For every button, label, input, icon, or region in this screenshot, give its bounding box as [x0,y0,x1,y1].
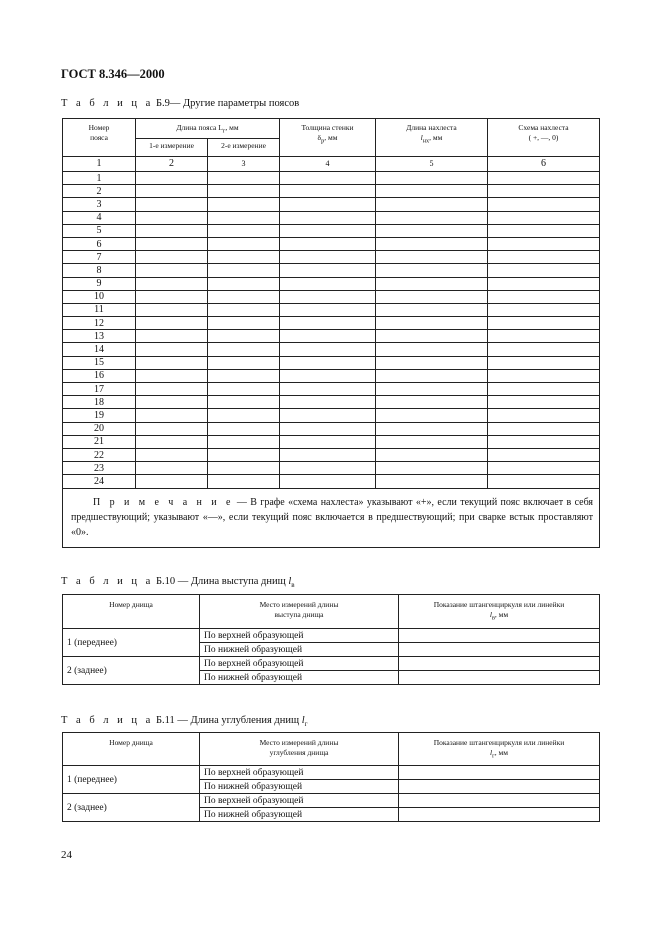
table9-cell [280,448,376,461]
table9-row-number: 14 [63,343,136,356]
table9-row [63,264,600,277]
table9-cell [280,396,376,409]
table9-cell [376,422,488,435]
table9-cell [488,435,600,448]
table9-cell [376,211,488,224]
table9-cell [136,211,208,224]
table9-cell [136,198,208,211]
table9-cell [136,185,208,198]
t11-col-header-reading-sub: г [492,752,495,760]
table9-cell [376,277,488,290]
table9-cell [136,251,208,264]
table9-cell [376,343,488,356]
table9-cell [376,237,488,250]
table9-cell [208,383,280,396]
table9-cell [208,211,280,224]
col-header-belt-number [63,119,136,157]
t11-row-rear-upper-value [399,794,600,808]
t11-row-front-lower-value [399,780,600,794]
table9-cell [280,422,376,435]
table9-row-number: 1 [63,172,136,185]
t11-row-front-upper-value [399,766,600,780]
table10-caption-symbol: l [288,576,292,587]
table9-row-number: 24 [63,475,136,488]
t11-row-rear-upper: По верхней образующей [200,794,399,808]
table9-cell [136,303,208,316]
col-header-wall-thickness [280,119,376,157]
table9-cell [280,330,376,343]
table9-cell [376,475,488,488]
table9-row-number: 2 [63,185,136,198]
col-number-6: 6 [488,157,600,172]
table9-cell [280,409,376,422]
t11-row-rear-lower-value [399,808,600,822]
table-b10 [62,594,600,685]
table11-caption-sub: г [304,720,308,729]
table9-cell [488,396,600,409]
table9-row-number: 16 [63,369,136,382]
table9-cell [208,448,280,461]
table9-cell [208,290,280,303]
table9-row [63,185,600,198]
table9-row [63,383,600,396]
table9-cell [136,369,208,382]
table9-cell [376,303,488,316]
table9-cell [136,356,208,369]
table9-cell [280,369,376,382]
table9-cell [208,475,280,488]
table9-row [63,172,600,185]
table9-cell [488,290,600,303]
table9-row-number: 17 [63,383,136,396]
table9-row [63,448,600,461]
table9-row-number: 19 [63,409,136,422]
table9-cell [136,317,208,330]
table9-cell [136,396,208,409]
t10-col-header-place-line2: выступа днища [274,610,324,619]
table9-row [63,396,600,409]
table9-row-number: 3 [63,198,136,211]
table9-cell [280,198,376,211]
table9-cell [280,356,376,369]
col-header-overlap-length-line1: Длина нахлеста [406,123,457,132]
col-header-wall-thickness-line1: Толщина стенки [301,123,354,132]
col-header-belt-length-unit: , мм [225,123,239,132]
table9-cell [280,317,376,330]
table9-cell [488,317,600,330]
table9-cell [376,369,488,382]
col-header-wall-thickness-sub: р [321,137,325,145]
t11-col-header-reading-line1: Показание штангенциркуля или линейки [433,738,565,747]
table9-row-number: 13 [63,330,136,343]
table9-cell [488,422,600,435]
table9-cell [208,303,280,316]
col-header-measurement-2: 2-е измерение [208,139,280,157]
table9-cell [280,303,376,316]
table9-cell [488,462,600,475]
table9-cell [280,211,376,224]
t10-col-header-number: Номер днища [63,595,200,629]
table9-cell [376,251,488,264]
table9-cell [280,224,376,237]
table9-row [63,409,600,422]
table9-row [63,475,600,488]
t11-row-front-lower: По нижней образующей [200,780,399,794]
table9-row-number: 6 [63,237,136,250]
col-header-wall-thickness-symbol: δ [317,133,322,142]
table9-cell [280,237,376,250]
table9-cell [208,264,280,277]
col-header-overlap-scheme [488,119,600,157]
col-header-wall-thickness-unit: , мм [324,133,338,142]
table9-cell [488,356,600,369]
table9-cell [376,383,488,396]
table9-cell [488,237,600,250]
table9-cell [208,356,280,369]
table10-caption-title: Б.10 — Длина выступа днищ [153,576,289,587]
table9-cell [280,277,376,290]
t11-col-header-reading-unit: , мм [494,748,508,757]
table9-cell [280,343,376,356]
t11-row-rear-number: 2 (заднее) [63,794,200,822]
table9-row [63,303,600,316]
table9-cell [136,475,208,488]
table9-cell [208,462,280,475]
table9-cell [488,198,600,211]
table9-cell [488,224,600,237]
table9-cell [376,185,488,198]
table9-cell [136,264,208,277]
table9-row-number: 22 [63,448,136,461]
t10-col-header-place [200,595,399,629]
table9-cell [280,251,376,264]
table9-row-number: 8 [63,264,136,277]
table9-cell [208,198,280,211]
table9-cell [136,448,208,461]
table9-row [63,251,600,264]
table9-cell [280,462,376,475]
table9-row-number: 5 [63,224,136,237]
table9-cell [488,383,600,396]
t10-row-rear-number: 2 (заднее) [63,657,200,685]
table9-cell [376,448,488,461]
col-number-2: 2 [136,157,208,172]
col-header-belt-length [136,119,280,139]
t10-row-front-number: 1 (переднее) [63,629,200,657]
t11-row-rear-lower: По нижней образующей [200,808,399,822]
table9-row-number: 11 [63,303,136,316]
table10-caption [61,576,295,589]
t11-col-header-place-line1: Место измерений длины [259,738,339,747]
table9-cell [280,475,376,488]
table9-note-label: П р и м е ч а н и е [93,496,234,508]
table9-cell [280,383,376,396]
t10-col-header-reading-symbol: l [489,610,492,619]
col-header-overlap-scheme-line1: Схема нахлеста [518,123,569,132]
table9-note-text: — В графе «схема нахлеста» указывают «+», если текущий пояс включает в себя предшествующий; указывают «—», если текущий пояс включается в предшествующий; при сварке встык проставляют «0». [71,496,594,538]
t10-row-rear-upper: По верхней образующей [200,657,399,671]
col-header-overlap-scheme-line2: ( +, —, 0) [528,133,559,142]
t10-row-front-upper-value [399,629,600,643]
table9-row-number: 21 [63,435,136,448]
table9-row-number: 15 [63,356,136,369]
table9-row-number: 7 [63,251,136,264]
table9-cell [488,369,600,382]
table9-cell [136,172,208,185]
col-number-1: 1 [63,157,136,172]
col-header-belt-number-line1: Номер [88,123,110,132]
table9-cell [136,277,208,290]
t10-row-rear-upper-value [399,657,600,671]
table-b9 [62,118,600,548]
table9-cell [376,198,488,211]
table9-cell [488,172,600,185]
table10-caption-label: Т а б л и ц а [61,576,154,587]
table9-caption-title: Б.9— Другие параметры поясов [153,98,300,109]
col-number-5: 5 [376,157,488,172]
table9-row-number: 18 [63,396,136,409]
col-header-overlap-length [376,119,488,157]
table9-cell [208,343,280,356]
table9-cell [488,409,600,422]
table9-cell [208,369,280,382]
t10-col-header-place-line1: Место измерений длины [259,600,339,609]
col-header-belt-length-text: Длина пояса L [176,123,223,132]
col-number-4: 4 [280,157,376,172]
table9-row-number: 12 [63,317,136,330]
table9-cell [208,422,280,435]
table9-cell [208,317,280,330]
table9-cell [208,237,280,250]
t10-col-header-reading [399,595,600,629]
t10-row-front-lower-value [399,643,600,657]
table9-cell [376,290,488,303]
t11-col-header-number: Номер днища [63,733,200,766]
document-header: ГОСТ 8.346—2000 [61,67,165,81]
table9-cell [136,290,208,303]
t10-row-front-lower: По нижней образующей [200,643,399,657]
t11-row-front-upper: По верхней образующей [200,766,399,780]
table9-cell [208,185,280,198]
table9-cell [280,435,376,448]
table9-row [63,330,600,343]
table9-cell [208,172,280,185]
t10-row-rear-lower: По нижней образующей [200,671,399,685]
table11-caption-label: Т а б л и ц а [61,715,154,726]
table9-row [63,211,600,224]
col-number-3: 3 [208,157,280,172]
table9-cell [488,251,600,264]
table9-cell [488,330,600,343]
t10-row-rear-lower-value [399,671,600,685]
table9-row-number: 10 [63,290,136,303]
table9-cell [488,448,600,461]
table9-cell [376,317,488,330]
table9-caption-label: Т а б л и ц а [61,98,154,109]
table9-row [63,290,600,303]
col-header-overlap-length-symbol: l [420,133,423,142]
table9-row [63,277,600,290]
table9-row [63,369,600,382]
table9-cell [136,224,208,237]
table9-row [63,435,600,448]
table9-row [63,198,600,211]
table9-row [63,343,600,356]
col-header-belt-number-line2: пояса [90,133,108,142]
table9-cell [376,435,488,448]
table9-cell [208,396,280,409]
table9-cell [136,422,208,435]
table9-row [63,224,600,237]
table9-cell [376,172,488,185]
table9-cell [136,237,208,250]
t11-col-header-place [200,733,399,766]
page-number: 24 [61,849,72,861]
table9-row-number: 4 [63,211,136,224]
table9-row [63,462,600,475]
table9-row [63,422,600,435]
table9-cell [208,277,280,290]
table9-cell [376,330,488,343]
table9-cell [280,172,376,185]
t10-col-header-reading-unit: , мм [494,610,509,619]
table9-cell [488,475,600,488]
table9-cell [280,290,376,303]
col-header-measurement-1: 1-е измерение [136,139,208,157]
t10-row-front-upper: По верхней образующей [200,629,399,643]
t10-col-header-reading-line1: Показание штангенциркуля или линейки [433,600,565,609]
table9-cell [136,462,208,475]
col-header-belt-length-sub: г [222,127,226,135]
table9-cell [280,264,376,277]
table9-cell [208,330,280,343]
table9-cell [208,435,280,448]
table9-row [63,356,600,369]
col-header-overlap-length-unit: , мм [429,133,443,142]
table11-caption-symbol: l [301,715,305,726]
t11-col-header-reading-symbol: l [490,748,493,757]
t11-row-front-number: 1 (переднее) [63,766,200,794]
table9-cell [136,330,208,343]
table9-row-number: 20 [63,422,136,435]
table9-cell [488,264,600,277]
table9-cell [376,356,488,369]
table9-cell [376,409,488,422]
table9-cell [488,211,600,224]
table9-cell [136,409,208,422]
table9-row-number: 9 [63,277,136,290]
col-header-overlap-length-sub: нх [422,137,430,145]
table9-cell [208,224,280,237]
table-b11 [62,732,600,822]
table9-cell [488,303,600,316]
table9-cell [136,343,208,356]
table9-cell [488,277,600,290]
table11-caption-title: Б.11 — Длина углубления днищ [153,715,302,726]
t11-col-header-reading [399,733,600,766]
table9-cell [488,185,600,198]
table9-cell [208,409,280,422]
table9-note [63,488,600,547]
table9-cell [376,396,488,409]
table9-cell [136,383,208,396]
table9-row [63,237,600,250]
table9-cell [488,343,600,356]
table9-cell [280,185,376,198]
table9-cell [376,224,488,237]
table9-cell [208,251,280,264]
table10-caption-sub: в [291,581,295,590]
table9-row [63,317,600,330]
table9-cell [136,435,208,448]
table9-row-number: 23 [63,462,136,475]
t11-col-header-place-line2: углубления днища [269,748,329,757]
table11-caption [61,715,308,728]
table9-cell [376,462,488,475]
table9-cell [376,264,488,277]
table9-caption [61,98,299,109]
t10-col-header-reading-sub: в [491,614,495,622]
